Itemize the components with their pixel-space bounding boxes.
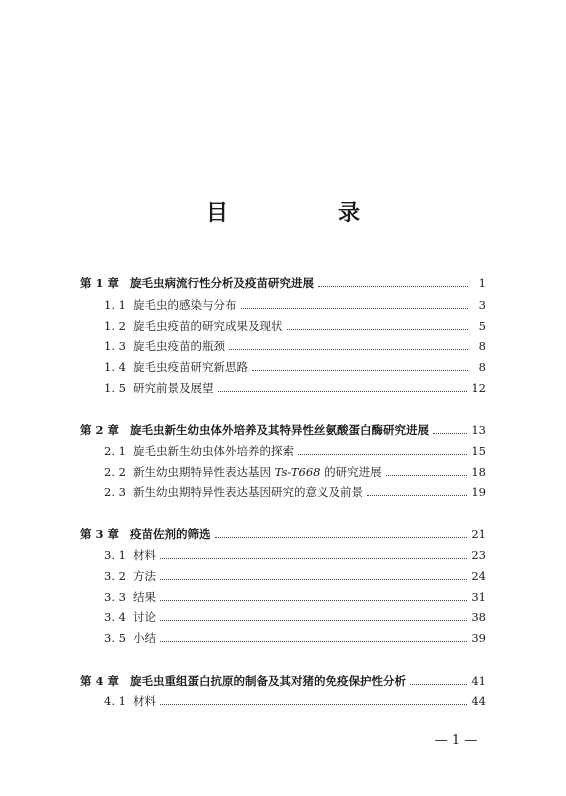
page-number: — 1 — — [434, 733, 478, 748]
toc-entry-title: 旋毛虫新生幼虫体外培养的探索 — [133, 444, 294, 458]
toc-entry-number: 第 3 章 — [80, 527, 120, 541]
toc-leader-dots — [160, 578, 467, 580]
toc-entry-number: 2. 3 — [104, 485, 126, 499]
toc-section-entry[interactable] — [0, 545, 566, 565]
toc-entry-number: 3. 2 — [104, 569, 126, 583]
toc-page-number: 23 — [471, 548, 486, 562]
toc-entry-title: 旋毛虫的感染与分布 — [133, 298, 237, 312]
toc-entry-number: 3. 1 — [104, 548, 126, 562]
toc-page-number: 24 — [471, 569, 486, 583]
toc-page-number: 1 — [478, 276, 486, 290]
toc-chapter-entry[interactable] — [0, 273, 566, 293]
toc-entry-title: 旋毛虫疫苗的瓶颈 — [133, 339, 225, 353]
toc-entry-number: 1. 2 — [104, 319, 126, 333]
toc-entry-title: 方法 — [133, 569, 156, 583]
toc-page-number: 31 — [471, 590, 486, 604]
toc-entry-number: 1. 4 — [104, 360, 126, 374]
toc-leader-dots — [367, 494, 467, 496]
toc-section-entry[interactable] — [0, 566, 566, 586]
toc-chapter-entry[interactable] — [0, 524, 566, 544]
toc-entry-title: 讨论 — [133, 610, 156, 624]
toc-entry-number: 3. 3 — [104, 590, 126, 604]
toc-entry-title: 旋毛虫重组蛋白抗原的制备及其对猪的免疫保护性分析 — [130, 674, 406, 688]
toc-entry-title: 新生幼虫期特异性表达基因 Ts-T668 的研究进展 — [133, 465, 382, 479]
toc-page-number: 13 — [471, 423, 486, 437]
toc-leader-dots — [160, 599, 467, 601]
toc-section-entry[interactable] — [0, 295, 566, 315]
toc-page-number: 8 — [478, 360, 486, 374]
toc-section-entry[interactable] — [0, 316, 566, 336]
toc-section-entry[interactable] — [0, 607, 566, 627]
toc-leader-dots — [318, 285, 468, 287]
toc-leader-dots — [410, 683, 467, 685]
toc-section-entry[interactable] — [0, 462, 566, 482]
toc-leader-dots — [298, 453, 467, 455]
toc-page-number: 44 — [471, 694, 486, 708]
toc-page-number: 3 — [478, 298, 486, 312]
toc-leader-dots — [252, 369, 468, 371]
toc-leader-dots — [160, 557, 467, 559]
toc-chapter-entry[interactable] — [0, 420, 566, 440]
toc-section-entry[interactable] — [0, 378, 566, 398]
toc-page-number: 19 — [471, 485, 486, 499]
toc-entry-title: 旋毛虫新生幼虫体外培养及其特异性丝氨酸蛋白酶研究进展 — [130, 423, 429, 437]
toc-entry-number: 1. 3 — [104, 339, 126, 353]
toc-entry-number: 3. 4 — [104, 610, 126, 624]
toc-entry-title: 旋毛虫疫苗的研究成果及现状 — [133, 319, 283, 333]
toc-page-number: 5 — [478, 319, 486, 333]
toc-entry-number: 3. 5 — [104, 631, 126, 645]
toc-leader-dots — [218, 390, 468, 392]
toc-entry-number: 第 2 章 — [80, 423, 120, 437]
toc-leader-dots — [160, 640, 467, 642]
toc-section-entry[interactable] — [0, 587, 566, 607]
page-title: 目 录 — [205, 200, 404, 226]
toc-entry-number: 第 1 章 — [80, 276, 120, 290]
toc-entry-title: 材料 — [133, 548, 156, 562]
toc-section-entry[interactable] — [0, 441, 566, 461]
toc-section-entry[interactable] — [0, 628, 566, 648]
toc-entry-title: 旋毛虫疫苗研究新思路 — [133, 360, 248, 374]
toc-entry-number: 1. 1 — [104, 298, 126, 312]
toc-entry-number: 2. 2 — [104, 465, 126, 479]
toc-entry-number: 1. 5 — [104, 381, 126, 395]
toc-leader-dots — [229, 348, 468, 350]
toc-entry-number: 2. 1 — [104, 444, 126, 458]
toc-page-number: 15 — [471, 444, 486, 458]
toc-section-entry[interactable] — [0, 482, 566, 502]
toc-page-number: 39 — [471, 631, 486, 645]
toc-entry-title: 疫苗佐剂的筛选 — [130, 527, 211, 541]
toc-page-number: 18 — [471, 465, 486, 479]
toc-page-number: 38 — [471, 610, 486, 624]
toc-page-number: 8 — [478, 339, 486, 353]
toc-section-entry[interactable] — [0, 357, 566, 377]
toc-entry-number: 4. 1 — [104, 694, 126, 708]
toc-entry-number: 第 4 章 — [80, 674, 120, 688]
toc-entry-title: 旋毛虫病流行性分析及疫苗研究进展 — [130, 276, 314, 290]
toc-leader-dots — [241, 307, 469, 309]
toc-page-number: 12 — [471, 381, 486, 395]
toc-page-number: 41 — [471, 674, 486, 688]
toc-entry-title: 材料 — [133, 694, 156, 708]
toc-chapter-entry[interactable] — [0, 671, 566, 691]
toc-section-entry[interactable] — [0, 691, 566, 711]
toc-leader-dots — [160, 703, 467, 705]
toc-leader-dots — [287, 328, 469, 330]
toc-entry-title: 研究前景及展望 — [133, 381, 214, 395]
toc-section-entry[interactable] — [0, 336, 566, 356]
toc-entry-title: 新生幼虫期特异性表达基因研究的意义及前景 — [133, 485, 363, 499]
toc-leader-dots — [160, 619, 467, 621]
toc-page-number: 21 — [471, 527, 486, 541]
toc-entry-title: 结果 — [133, 590, 156, 604]
toc-entry-title: 小结 — [133, 631, 156, 645]
toc-leader-dots — [215, 536, 468, 538]
toc-leader-dots — [433, 432, 467, 434]
toc-leader-dots — [386, 474, 468, 476]
